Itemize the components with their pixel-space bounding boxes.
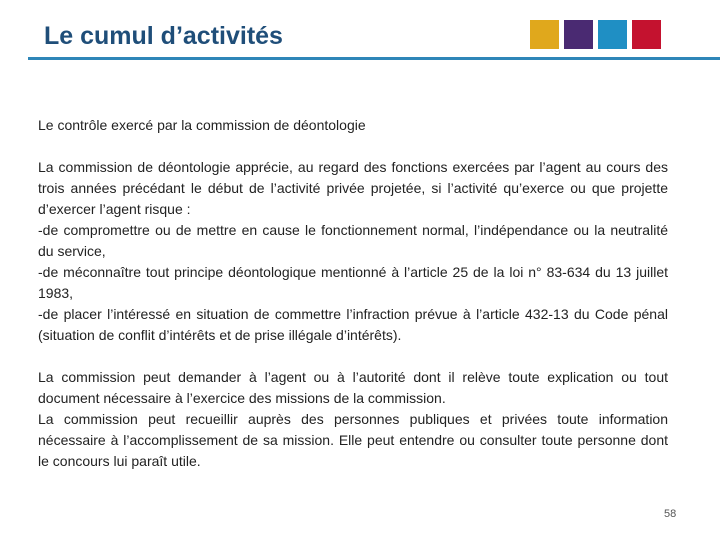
powers-line-1: La commission peut demander à l’agent ou à l’autorité dont il relève toute explication ou tout document nécessaire à l’exercice des missions de la commission. [38, 369, 668, 406]
yellow-square [530, 20, 559, 49]
red-square [632, 20, 661, 49]
slide-title: Le cumul d’activités [44, 22, 283, 50]
section-subtitle: Le contrôle exercé par la commission de déontologie [38, 117, 366, 133]
paragraph-gap [38, 346, 668, 367]
title-underline [28, 57, 720, 60]
risk-item-1: -de compromettre ou de mettre en cause le fonctionnement normal, l’indépendance ou la neutralité du service, [38, 222, 668, 259]
blue-square [598, 20, 627, 49]
risk-item-3: -de placer l’intéressé en situation de commettre l’infraction prévue à l’article 432-13 du Code pénal (situation de conflit d’intérêts et de prise illégale d’intérêts). [38, 306, 668, 343]
assessment-intro: La commission de déontologie apprécie, au regard des fonctions exercées par l’agent au cours des trois années précédant le début de l’activité privée projetée, si l’activité qu’exerce ou que projette d’exercer l’agent risque : [38, 159, 668, 217]
risk-item-2: -de méconnaître tout principe déontologique mentionné à l’article 25 de la loi n° 83-634 du 13 juillet 1983, [38, 264, 668, 301]
slide-body [38, 115, 668, 472]
purple-square [564, 20, 593, 49]
paragraph-powers [38, 367, 668, 472]
paragraph-assessment [38, 157, 668, 346]
powers-line-2: La commission peut recueillir auprès des personnes publiques et privées toute information nécessaire à l’accomplissement de sa mission. Elle peut entendre ou consulter toute personne dont le concours lui paraît utile. [38, 411, 668, 469]
page-number: 58 [664, 508, 677, 520]
